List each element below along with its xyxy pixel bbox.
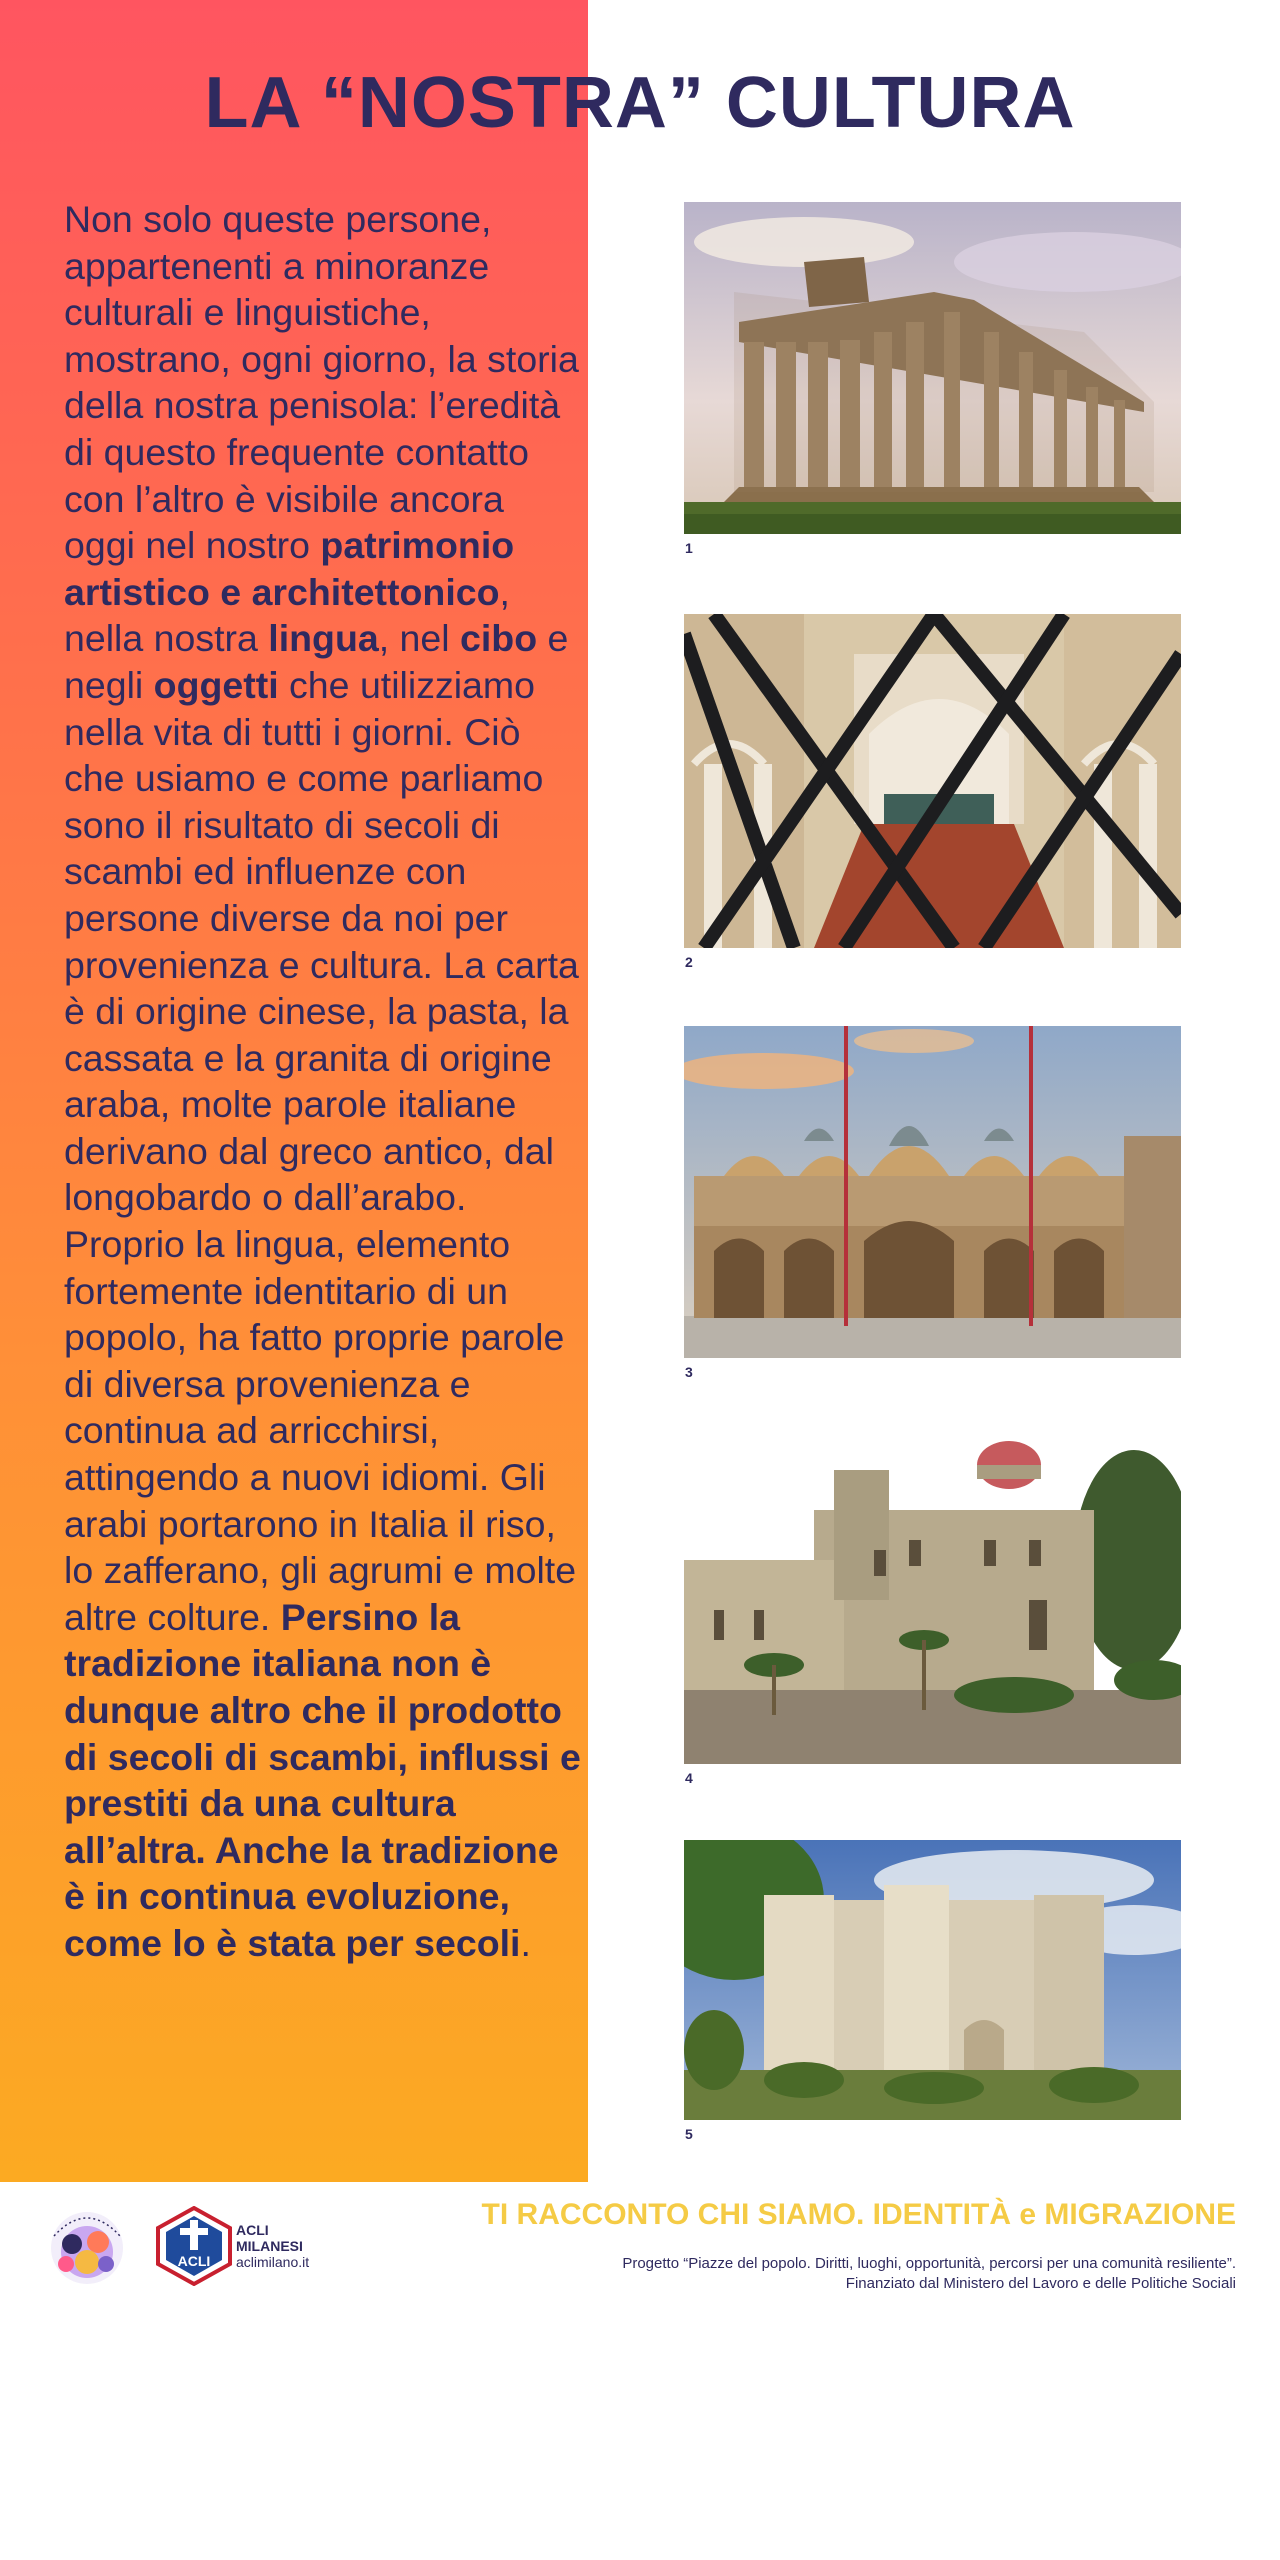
photo-caption-4: 4 [685,1770,693,1786]
footer-funding: Finanziato dal Ministero del Lavoro e delle Politiche Sociali [845,2275,1236,2292]
photo-greek-temple [684,202,1181,534]
photo-caption-5: 5 [685,2126,693,2142]
photo-red-dome-church [684,1440,1181,1764]
photo-caption-3: 3 [685,1364,693,1380]
photo-caption-2: 2 [685,954,693,970]
highlight-language: lingua [268,617,379,660]
body-text-3: , nel [378,617,461,660]
photo-basilica [684,1026,1181,1358]
body-text-4: e negli [64,617,569,706]
photo-castle [684,1840,1181,2120]
highlight-heritage: patrimonio artistico e architettonico [64,524,515,613]
acli-name-line2: MILANESI [236,2238,303,2254]
page-title: LA “NOSTRA” CULTURA [204,63,1076,143]
footer-note [516,2254,1236,2294]
body-paragraph [64,196,584,1967]
footer-title: TI RACCONTO CHI SIAMO. IDENTITÀ e MIGRAZIONE [481,2198,1236,2231]
highlight-conclusion: Persino la tradizione italiana non è dunque altro che il prodotto di secoli di scambi, influssi e prestiti da una cultura all’altra. Anche la tradizione è in continua evoluzione, come lo è stata per secoli [64,1595,581,1964]
photo-church-interior [684,614,1181,948]
photo-caption-1: 1 [685,540,693,556]
acli-badge-text: ACLI [177,2253,211,2269]
acli-url: aclimilano.it [236,2254,310,2270]
body-text-2: , nella nostra [64,570,510,660]
acli-logo-text [236,2222,309,2270]
body-text-5: che utilizziamo nella vita di tutti i giorni. Ciò che usiamo e come parliamo sono il risultato di secoli di scambi ed influenze con persone diverse da noi per provenienza e cultura. La carta è di origine cinese, la pasta, la cassata e la granita di origine araba, molte parole italiane derivano dal greco antico, dal longobardo o dall’arabo. Proprio la lingua, elemento fortemente identitario di un popolo, ha fatto proprie parole di diversa provenienza e continua ad arricchirsi, attingendo a nuovi idiomi. Gli arabi portarono in Italia il riso, lo zafferano, gli agrumi e molte altre colture. [64,663,579,1638]
highlight-food: cibo [460,617,538,660]
project-logo [42,2200,132,2290]
acli-logo [156,2206,232,2286]
highlight-objects: oggetti [153,663,279,706]
body-text-1: Non solo queste persone, appartenenti a minoranze culturali e linguistiche, mostrano, ogni giorno, la storia della nostra penisola: l’eredità di questo frequente contatto con l’altro è visibile ancora oggi nel nostro [64,198,579,567]
acli-name-line1: ACLI [236,2222,269,2238]
footer-project: Progetto “Piazze del popolo. Diritti, luoghi, opportunità, percorsi per una comunità resiliente”. [622,2255,1236,2272]
body-text-6: . [520,1921,531,1964]
